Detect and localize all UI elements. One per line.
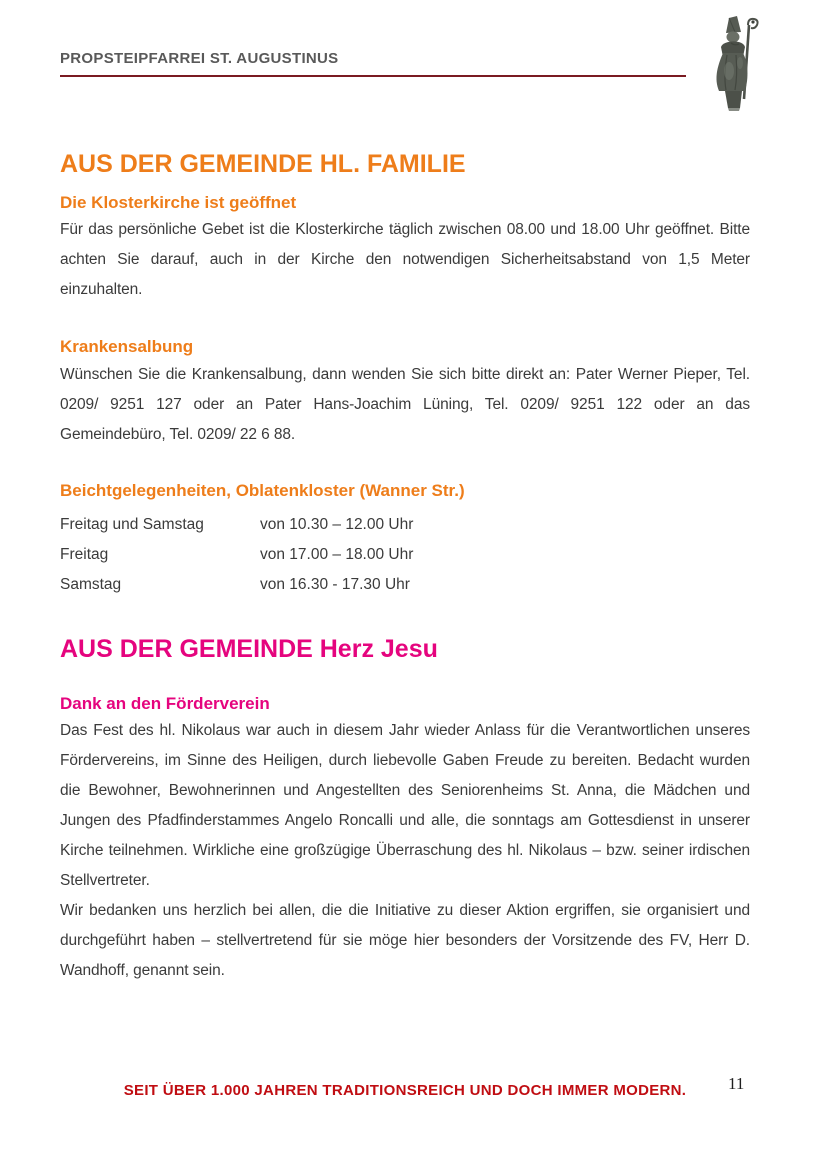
content-column	[60, 0, 750, 986]
header-title: PROPSTEIPFARREI ST. AUGUSTINUS	[60, 50, 339, 67]
schedule-row	[60, 540, 750, 570]
schedule-day: Freitag und Samstag	[60, 516, 204, 533]
subheading-foerderverein: Dank an den Förderverein	[60, 694, 270, 713]
schedule-time: von 10.30 – 12.00 Uhr	[260, 516, 414, 533]
footer-slogan: SEIT ÜBER 1.000 JAHREN TRADITIONSREICH UND DOCH IMMER MODERN.	[123, 1082, 687, 1099]
schedule-row	[60, 510, 750, 540]
subheading-klosterkirche: Die Klosterkirche ist geöffnet	[60, 193, 297, 212]
paragraph-foerderverein-2: Wir bedanken uns herzlich bei allen, die die Initiative zu dieser Aktion ergriffen, sie organisiert und durchgeführt haben – stellvertretend für sie möge hier besonders der Vorsitzende des FV, Herr D. Wandhoff, genannt sein.	[60, 902, 750, 979]
section-title-hl-familie: AUS DER GEMEINDE HL. FAMILIE	[60, 150, 466, 178]
subheading-krankensalbung: Krankensalbung	[60, 337, 194, 356]
paragraph-krankensalbung: Wünschen Sie die Krankensalbung, dann wenden Sie sich bitte direkt an: Pater Werner Pieper, Tel. 0209/ 9251 127 oder an Pater Hans-Joachim Lüning, Tel. 0209/ 9251 122 oder an das Gemeindebüro, Tel. 0209/ 22 6 88.	[60, 366, 750, 443]
schedule-row	[60, 570, 750, 600]
page-number: 11	[728, 1074, 745, 1093]
schedule-day: Samstag	[60, 576, 122, 593]
subheading-beichtgelegenheiten: Beichtgelegenheiten, Oblatenkloster (Wanner Str.)	[60, 481, 465, 500]
paragraph-klosterkirche: Für das persönliche Gebet ist die Klosterkirche täglich zwischen 08.00 und 18.00 Uhr geöffnet. Bitte achten Sie darauf, auch in der Kirche den notwendigen Sicherheitsabstand von 1,5 Meter einzuhalten.	[60, 221, 750, 298]
confession-schedule	[60, 510, 750, 600]
schedule-day: Freitag	[60, 546, 109, 563]
schedule-time: von 17.00 – 18.00 Uhr	[260, 546, 414, 563]
section-title-herz-jesu: AUS DER GEMEINDE Herz Jesu	[60, 635, 438, 663]
paragraph-foerderverein-1: Das Fest des hl. Nikolaus war auch in diesem Jahr wieder Anlass für die Verantwortlichen unseres Fördervereins, im Sinne des Heiligen, durch liebevolle Gaben Freude zu bereiten. Bedacht wurden die Bewohner, Bewohnerinnen und Angestellten des Seniorenheims St. Anna, die Mädchen und Jungen des Pfadfinderstammes Angelo Roncalli und alle, die sonntags am Gottesdienst in unserer Kirche teilnehmen. Wirkliche eine großzügige Überraschung des hl. Nikolaus – bzw. seiner irdischen Stellvertreter.	[60, 722, 750, 889]
schedule-time: von 16.30 - 17.30 Uhr	[260, 576, 410, 593]
